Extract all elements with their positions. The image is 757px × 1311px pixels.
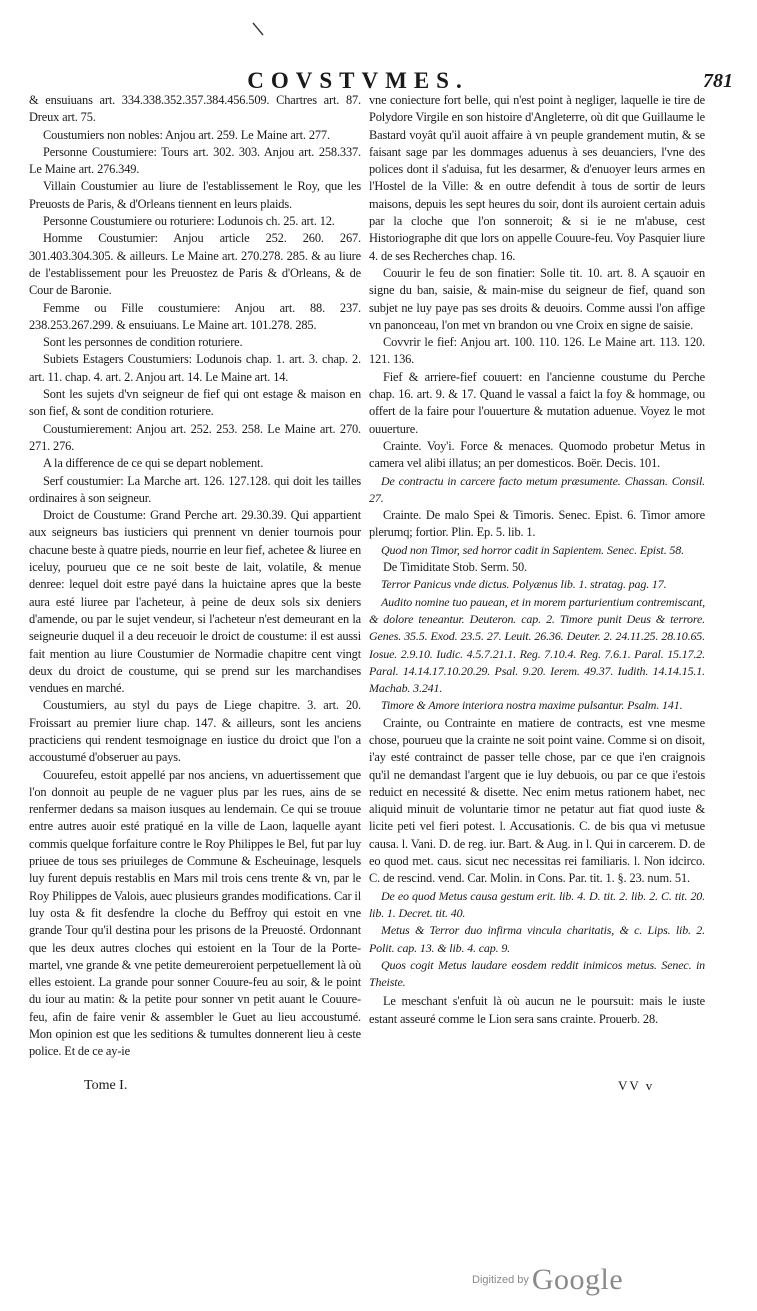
page-number: 781 bbox=[703, 70, 733, 92]
entry-paragraph: Couurefeu, estoit appellé par nos anciens, vn aduertissement que l'on donnoit au peuple de ne vaguer plus par les rues, ains de se renfermer dedans sa maison iusques au lendemain. Ce qui se trouue entre autres auoir esté pratiqué en la ville de Laon, laquelle ayant commis quelque forfaiture contre le Roy Philippes le Bel, fut par luy priuee de tous ses priuileges de Commune & Escheuinage, lesquels luy furent depuis restablis en Mars mil trois cens trente & vn, par le Roy Philippes de Valois, auec plusieurs grandes modifications. Car il luy osta & fit desfendre la cloche du Beffroy qui estoit en vne grande Tour qu'il destina pour les prisons de la Preuosté. Ordonnant que les deux autres cloches qui estoient en la Tour de la Porte-martel, vne grande & vne petite demeureroient perpetuellement là où elles estoient. La grande pour sonner Couure-feu au soir, & le point du iour au matin: & la petite pour sonner vn petit auant le Couure-feu, afin de faire venir & assembler le Guet au lieu accoustumé. Mon opinion est que les seditions & tumultes donnerent lieu à ceste police. Et de ce ay-ie bbox=[29, 767, 361, 1059]
latin-citation: Metus & Terror duo infirma vincula charitatis, & c. Lips. lib. 2. Polit. cap. 13. & lib. 4. cap. 9. bbox=[369, 923, 705, 955]
latin-citation: Quos cogit Metus laudare eosdem reddit inimicos metus. Senec. in Theiste. bbox=[369, 957, 705, 990]
watermark-prefix: Digitized by bbox=[472, 1274, 529, 1286]
entry-paragraph: Personne Coustumiere: Tours art. 302. 303. Anjou art. 258.337. Le Maine art. 276.349. bbox=[29, 144, 361, 177]
latin-citation: Quod non Timor, sed horror cadit in Sapientem. Senec. Epist. 58. bbox=[381, 542, 684, 557]
entry-paragraph: Coustumiers non nobles: Anjou art. 259. Le Maine art. 277. bbox=[43, 127, 330, 142]
latin-citation: Timore & Amore interiora nostra maxime pulsantur. Psalm. 141. bbox=[381, 698, 683, 713]
entry-paragraph: Personne Coustumiere ou roturiere: Lodunois ch. 25. art. 12. bbox=[43, 214, 335, 229]
volume-label: Tome I. bbox=[84, 1078, 128, 1093]
entry-paragraph: Couurir le feu de son finatier: Solle tit. 10. art. 8. A sçauoir en signe du ban, saisie, & main-mise du seigneur de fief, quand son subjet ne luy paye pas ses droits & deuoirs. Comme aussi l'on affige vn panonceau, l'on met vn brandon ou vne Croix en signe de saisie. bbox=[369, 265, 705, 332]
latin-citation: Audito nomine tuo pauean, et in morem parturientium contremiscant, & dolore teneantur. Deuteron. cap. 2. Timore punit Deus & terrore. Genes. 35.5. Exod. 23.5. 27. Leuit. 26.36. Deuter. 2. 24.11.25. 28.10.65. Iosue. 2.9.10. Iudic. 4.5.7.21.1. Reg. 7.10.4. Reg. 7.6.1. Paral. 15.17.2. Paral. 14.14.17.10.20.29. Psal. 9.20. Ierem. 49.37. Iudith. 14.14.15.1. Machab. 3.241. bbox=[369, 594, 705, 696]
entry-paragraph: Sont les sujets d'vn seigneur de fief qui ont estage & maison en son fief, & sont de condition roturiere. bbox=[29, 387, 361, 419]
latin-citation: De contractu in carcere facto metum præsumente. Chassan. Consil. 27. bbox=[369, 473, 705, 505]
entry-paragraph: Femme ou Fille coustumiere: Anjou art. 88. 237. 238.253.267.299. & ensuiuans. Le Maine art. 101.278. 285. bbox=[29, 300, 361, 332]
entry-paragraph: A la difference de ce qui se depart noblement. bbox=[43, 456, 264, 471]
right-text-column bbox=[369, 92, 705, 1028]
entry-paragraph: Droict de Coustume: Grand Perche art. 29.30.39. Qui appartient aux seigneurs bas iusticiers qui prennent vn denier tournois pour chacune beste à quatre pieds, nourrie en leur fief, achetee & liuree en iceluy, pourueu que ce ne soit beste de lait, volatile, & menue denree: lequel doit estre payé dans la huictaine apres que la beste aura esté liuree par l'acheteur, à peine de deux sols six deniers d'amende, ou par le sujet vendeur, si l'acheteur n'est demeurant en la seigneurie duquel il a deu receuoir le droict de coustume: il est aussi fait mention au liure Coustumier de Normadie chapitre cent vingt deux du droict de coustume, qui se prend sur les marchandises vendues en marché. bbox=[29, 508, 361, 696]
entry-paragraph: Crainte. Voy'i. Force & menaces. Quomodo probetur Metus in camera vel alibi illatus; an per domesticos. Boër. Decis. 101. bbox=[369, 438, 705, 471]
entry-paragraph: Crainte, ou Contrainte en matiere de contracts, est vne mesme chose, pourueu que la crainte ne soit point vaine. Comme si on disoit, i'ay esté contrainct de passer telle chose, par ce que i'en craignois qu'il ne demandast l'argent que ie luy debuois, ou par ce que i'estois reduict en necessité & disette. Nec enim metus rationem habet, nec aliquid minuit de voluntarie timor ne petatur aut fiat quod iuste & licite peti vel fieri potest. l. Accusationis. C. de bis qua vi metusue causa. l. Vani. D. de reg. iur. Bart. & Aug. in l. Qui in carcerem. D. de eo quod met. caus. sicut nec necessitas rei familiaris. l. Non idcirco. C. de rescind. vend. Car. Molin. in Cons. Par. tit. 1. §. 23. num. 51. bbox=[369, 715, 705, 886]
entry-paragraph: Subiets Estagers Coustumiers: Lodunois chap. 1. art. 3. chap. 2. art. 11. chap. 4. art. 2. Anjou art. 14. Le Maine art. 14. bbox=[29, 352, 361, 384]
entry-paragraph: Serf coustumier: La Marche art. 126. 127.128. qui doit les tailles ordinaires à son seigneur. bbox=[29, 473, 361, 505]
signature-mark: VV v bbox=[618, 1078, 655, 1093]
entry-paragraph: Homme Coustumier: Anjou article 252. 260. 267. 301.403.304.305. & ailleurs. Le Maine art. 270.278. 285. & au liure de l'establissement pour les Preuostez de Paris & d'Orleans, & de Cour de Baronie. bbox=[29, 231, 361, 298]
watermark-logo: Google bbox=[531, 1263, 624, 1296]
entry-paragraph: Crainte. De malo Spei & Timoris. Senec. Epist. 6. Timor amore plerumq; fortior. Plin. Ep. 5. lib. 1. bbox=[369, 508, 705, 540]
latin-citation: De eo quod Metus causa gestum erit. lib. 4. D. tit. 2. lib. 2. C. tit. 20. lib. 1. Decret. tit. 40. bbox=[369, 888, 705, 920]
left-text-column bbox=[29, 92, 361, 1061]
running-title: COVSTVMES. bbox=[247, 68, 469, 93]
entry-paragraph: De Timiditate Stob. Serm. 50. bbox=[383, 560, 528, 575]
entry-paragraph: Sont les personnes de condition roturiere. bbox=[43, 335, 243, 350]
entry-paragraph: & ensuiuans art. 334.338.352.357.384.456.509. Chartres art. 87. Dreux art. 75. bbox=[29, 93, 361, 125]
ink-mark bbox=[251, 22, 265, 36]
entry-paragraph: Le meschant s'enfuit là où aucun ne le poursuit: mais le iuste estant asseuré comme le Lion sera sans crainte. Prouerb. 28. bbox=[369, 994, 705, 1026]
entry-paragraph: Fief & arriere-fief couuert: en l'ancienne coustume du Perche chap. 16. art. 9. & 17. Quand le vassal a faict la foy & hommage, ou offert de la faire pour l'ouuerture & mutation aduenue. Voyez le mot ouuerture. bbox=[369, 369, 705, 436]
entry-paragraph: Coustumierement: Anjou art. 252. 253. 258. Le Maine art. 270. 271. 276. bbox=[29, 421, 361, 453]
latin-citation: Terror Panicus vnde dictus. Polyænus lib. 1. stratag. pag. 17. bbox=[381, 577, 667, 592]
entry-paragraph: vne coniecture fort belle, qui n'est point à negliger, laquelle ie tire de Polydore Virgile en son histoire d'Angleterre, où dit que Guillaume le Bastard voyât qu'il auoit affaire à vn peuple grandement mutin, & se faisant sage par les dommages aduenus à ses deuanciers, l'vne des polices dont il s'aduisa, fut les desarmer, & d'enuoyer leurs armes en l'Hostel de la Ville: & en outre defendit à tous de sortir de leurs maisons, depuis les sept heures du soir, dont ils auroient certain aduis par la cloche que l'on sonneroit; & si ie ne m'abuse, cest Historiographe dit que lors on appelle Couure-feu. Voy Pasquier liure 4. de ses Recherches chap. 16. bbox=[369, 93, 705, 263]
entry-paragraph: Villain Coustumier au liure de l'establissement le Roy, que les Preuosts de Paris, & d'Orleans tiennent en leurs plaids. bbox=[29, 179, 361, 211]
entry-paragraph: Coustumiers, au styl du pays de Liege chapitre. 3. art. 20. Froissart au premier liure chap. 147. & ailleurs, sont les anciens practiciens qui rendent tesmoignage en iustice du droict que l'on a accoustumé d'obseruer au pays. bbox=[29, 698, 361, 765]
entry-paragraph: Covvrir le fief: Anjou art. 100. 110. 126. Le Maine art. 113. 120. 121. 136. bbox=[369, 335, 705, 367]
digitization-watermark bbox=[472, 1263, 623, 1297]
